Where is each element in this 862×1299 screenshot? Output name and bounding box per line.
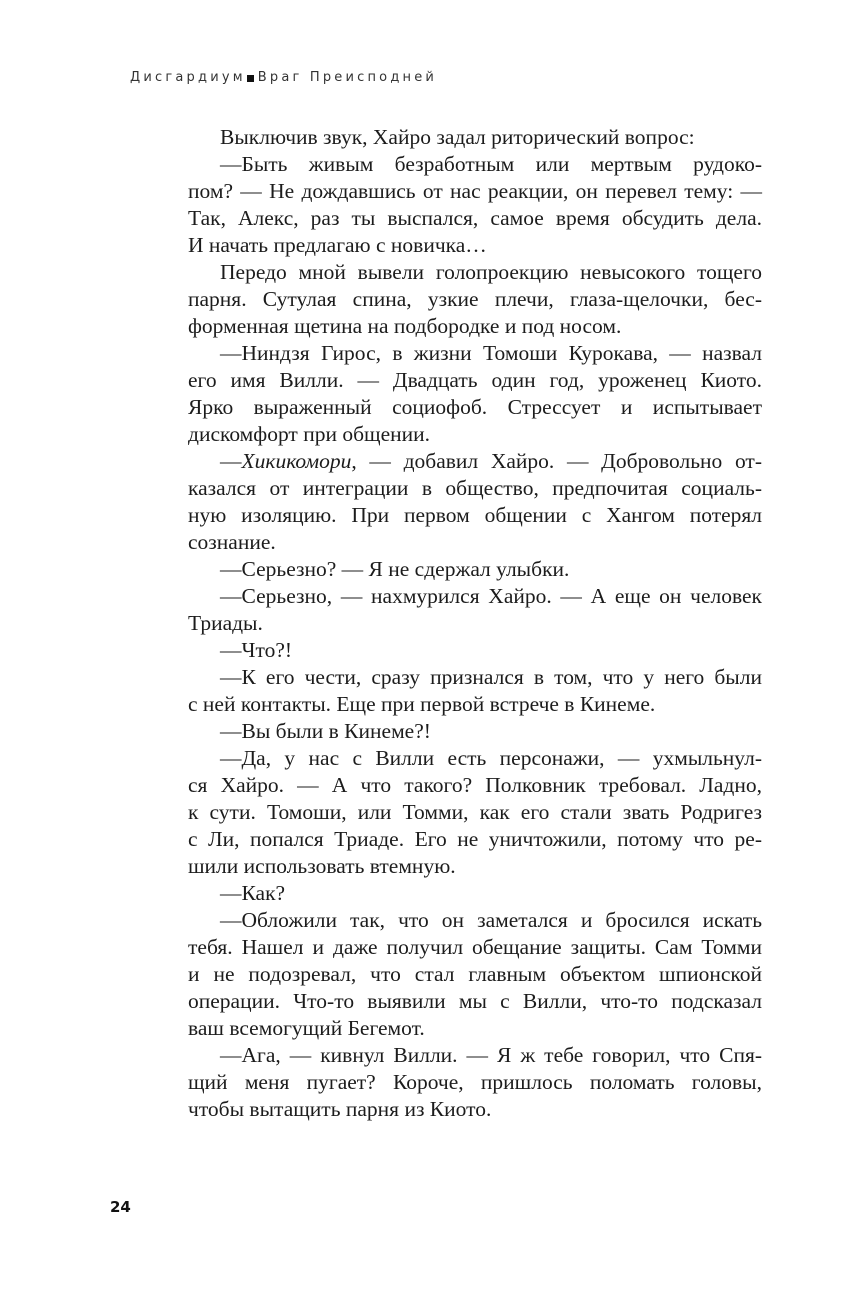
header-separator-square bbox=[247, 75, 254, 82]
text-line: —Серьезно, — нахмурился Хайро. — А еще он человек bbox=[220, 584, 762, 608]
text-line-with-italic bbox=[188, 448, 762, 475]
text-line: чтобы вытащить парня из Киото. bbox=[188, 1097, 492, 1121]
text-line: казался от интеграции в общество, предпочитая социаль- bbox=[188, 476, 762, 500]
running-header bbox=[130, 70, 437, 85]
text-line: щий меня пугает? Короче, пришлось поломать головы, bbox=[188, 1070, 762, 1094]
text-line: —Что?! bbox=[220, 638, 293, 662]
text-line: пом? — Не дождавшись от нас реакции, он перевел тему: — bbox=[188, 179, 762, 203]
text-line: к сути. Томоши, или Томми, как его стали звать Родригез bbox=[188, 800, 762, 824]
text-line: —Как? bbox=[220, 881, 286, 905]
text-line: шили использовать втемную. bbox=[188, 854, 456, 878]
text-line: форменная щетина на подбородке и под носом. bbox=[188, 314, 622, 338]
text-line: —Серьезно? — Я не сдержал улыбки. bbox=[220, 557, 570, 581]
text-line: —Ага, — кивнул Вилли. — Я ж тебе говорил, что Спя- bbox=[220, 1043, 762, 1067]
text-line: Триады. bbox=[188, 611, 263, 635]
text-segment: , — добавил Хайро. — Добровольно от- bbox=[351, 449, 762, 473]
text-line: ваш всемогущий Бегемот. bbox=[188, 1016, 425, 1040]
text-line: И начать предлагаю с новичка… bbox=[188, 233, 487, 257]
italic-term: Хикикомори bbox=[241, 449, 352, 473]
body-text bbox=[188, 124, 762, 1123]
text-line: —Ниндзя Гирос, в жизни Томоши Курокава, — назвал bbox=[220, 341, 762, 365]
book-series-title: Дисгардиум bbox=[130, 70, 246, 85]
dash: — bbox=[220, 449, 242, 473]
text-line: —Вы были в Кинеме?! bbox=[220, 719, 431, 743]
text-line: его имя Вилли. — Двадцать один год, уроженец Киото. bbox=[188, 368, 762, 392]
text-line: сознание. bbox=[188, 530, 276, 554]
text-line: ся Хайро. — А что такого? Полковник требовал. Ладно, bbox=[188, 773, 762, 797]
text-line: и не подозревал, что стал главным объектом шпионской bbox=[188, 962, 762, 986]
text-line: ную изоляцию. При первом общении с Хангом потерял bbox=[188, 503, 762, 527]
text-line: с ней контакты. Еще при первой встрече в Кинеме. bbox=[188, 692, 656, 716]
text-line: Передо мной вывели голопроекцию невысокого тощего bbox=[220, 260, 762, 284]
text-line: Выключив звук, Хайро задал риторический вопрос: bbox=[220, 125, 695, 149]
text-line: дискомфорт при общении. bbox=[188, 422, 431, 446]
text-line: парня. Сутулая спина, узкие плечи, глаза-щелочки, бес- bbox=[188, 287, 762, 311]
text-line: тебя. Нашел и даже получил обещание защиты. Сам Томми bbox=[188, 935, 762, 959]
book-title: Враг Преисподней bbox=[257, 70, 438, 85]
text-line: —К его чести, сразу признался в том, что у него были bbox=[220, 665, 762, 689]
text-line: —Обложили так, что он заметался и бросился искать bbox=[220, 908, 762, 932]
text-line: Так, Алекс, раз ты выспался, самое время обсудить дела. bbox=[188, 206, 762, 230]
text-line: операции. Что-то выявили мы с Вилли, что-то подсказал bbox=[188, 989, 762, 1013]
text-line: Ярко выраженный социофоб. Стрессует и испытывает bbox=[188, 395, 762, 419]
text-line: —Да, у нас с Вилли есть персонажи, — ухмыльнул- bbox=[220, 746, 762, 770]
text-line: с Ли, попался Триаде. Его не уничтожили, потому что ре- bbox=[188, 827, 762, 851]
page-number: 24 bbox=[110, 1198, 131, 1216]
text-line: —Быть живым безработным или мертвым рудоко- bbox=[220, 152, 762, 176]
